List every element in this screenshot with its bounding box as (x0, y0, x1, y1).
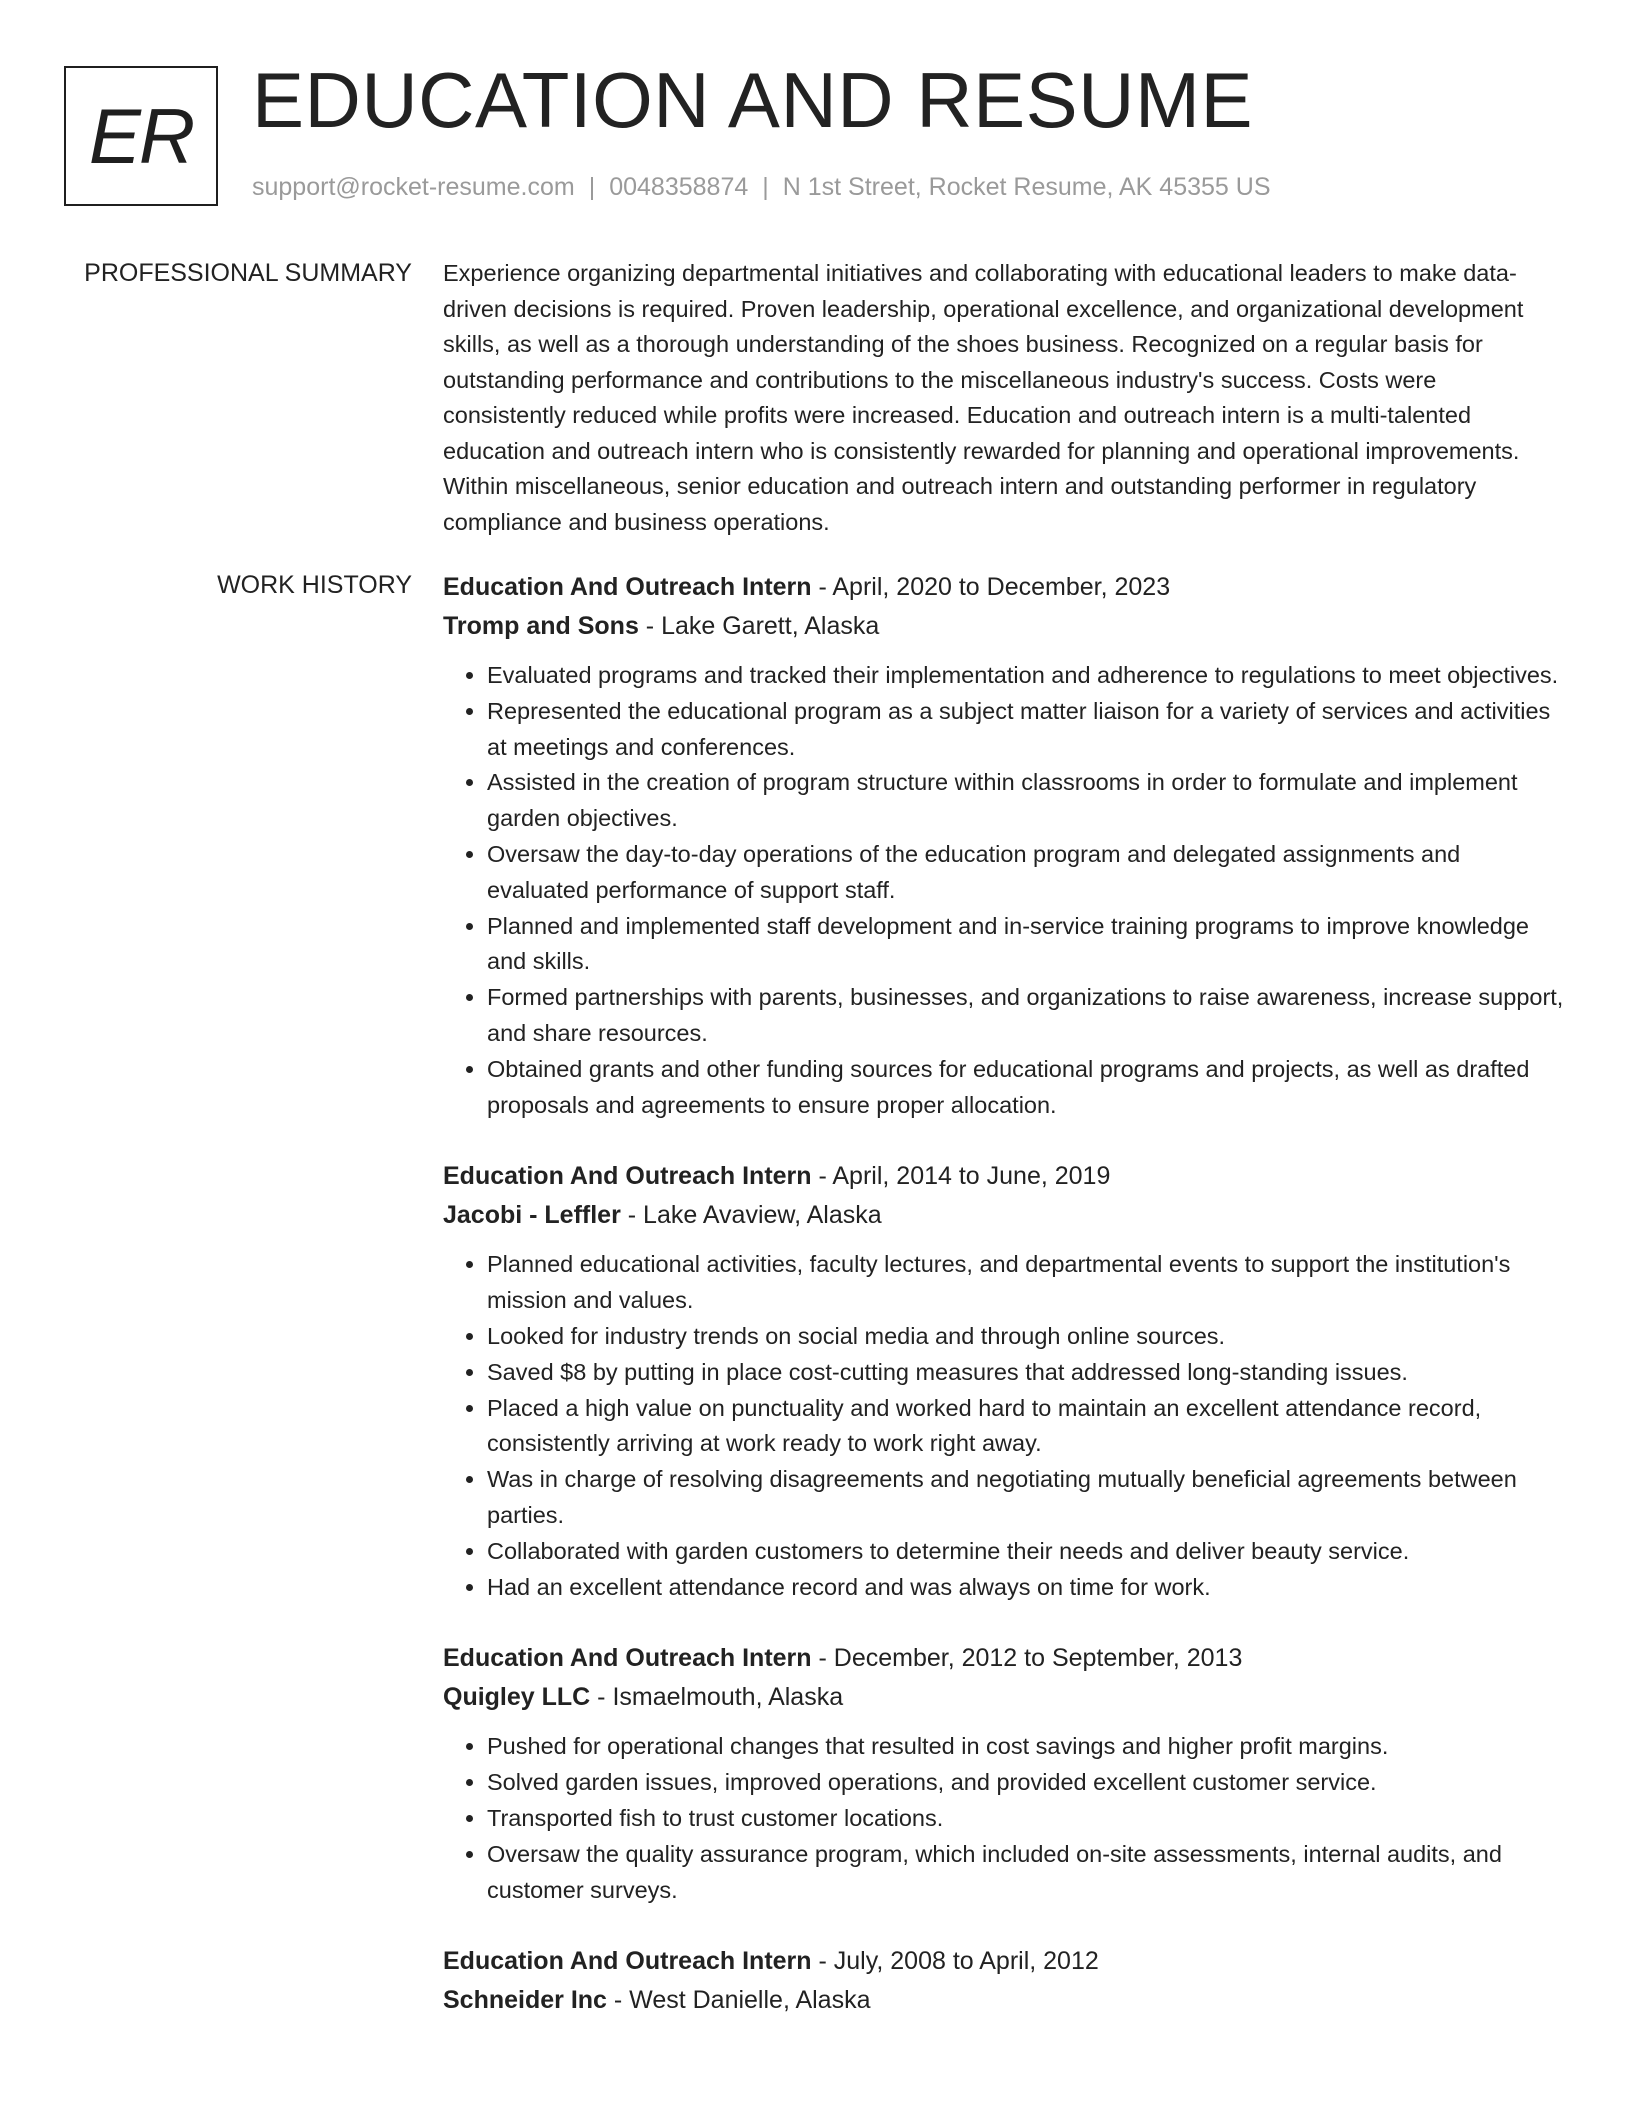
job-dates: - December, 2012 to September, 2013 (811, 1644, 1243, 1673)
contact-line (252, 173, 1271, 202)
list-item: • Transported fish to trust customer locations. (487, 1801, 1565, 1837)
job-entry (443, 1157, 1565, 1605)
job-entry (443, 568, 1565, 1123)
list-item: • Obtained grants and other funding sources for educational programs and projects, as well as drafted proposals and agreements to ensure proper allocation. (487, 1052, 1565, 1124)
list-item: • Oversaw the day-to-day operations of the education program and delegated assignments and evaluated performance of support staff. (487, 837, 1565, 909)
job-bullets (443, 1247, 1565, 1605)
job-dates: - April, 2020 to December, 2023 (811, 573, 1171, 601)
list-item: • Oversaw the quality assurance program, which included on-site assessments, internal audits, and customer surveys. (487, 1837, 1565, 1909)
job-role: Education And Outreach Intern (443, 1162, 812, 1191)
job-entry (443, 1639, 1565, 1908)
job-entry (443, 1942, 1565, 2020)
monogram-logo (64, 66, 218, 206)
job-company-line (443, 1678, 1565, 1717)
job-bullets (443, 1729, 1565, 1908)
list-item: • Planned educational activities, faculty lectures, and departmental events to support the institution's mission and values. (487, 1247, 1565, 1319)
job-dates: - April, 2014 to June, 2019 (811, 1162, 1111, 1191)
list-item: • Was in charge of resolving disagreements and negotiating mutually beneficial agreements between parties. (487, 1462, 1565, 1534)
contact-email: support@rocket-resume.com (252, 173, 575, 201)
list-item: • Had an excellent attendance record and was always on time for work. (487, 1570, 1565, 1606)
contact-separator: | (588, 173, 596, 201)
monogram-text: ER (88, 91, 194, 180)
job-title-line (443, 1942, 1565, 1981)
section-title: PROFESSIONAL SUMMARY (84, 259, 412, 287)
job-company-line (443, 1196, 1565, 1235)
section-title: WORK HISTORY (217, 571, 412, 599)
job-role: Education And Outreach Intern (443, 1644, 812, 1673)
list-item: • Solved garden issues, improved operations, and provided excellent customer service. (487, 1765, 1565, 1801)
section-professional-summary (0, 256, 1632, 540)
section-body (443, 568, 1565, 2020)
job-company: Quigley LLC (443, 1683, 591, 1712)
job-company: Schneider Inc (443, 1986, 607, 2015)
summary-text: Experience organizing departmental initiatives and collaborating with educational leaders to make data-driven decisions is required. Proven leadership, operational excellence, and organizational development skills, as well as a thorough understanding of the shoes business. Recognized on a regular basis for outstanding performance and contributions to the miscellaneous industry's success. Costs were consistently reduced while profits were increased. Education and outreach intern is a multi-talented education and outreach intern who is consistently rewarded for planning and operational improvements. Within miscellaneous, senior education and outreach intern and outstanding performer in regulatory compliance and business operations. (443, 260, 1524, 535)
job-company-line (443, 1981, 1565, 2020)
job-location: - Lake Garett, Alaska (638, 612, 880, 640)
job-dates: - July, 2008 to April, 2012 (811, 1947, 1099, 1976)
list-item: • Assisted in the creation of program structure within classrooms in order to formulate and implement garden objectives. (487, 765, 1565, 837)
section-body (443, 256, 1565, 540)
page-title: EDUCATION AND RESUME (252, 56, 1253, 144)
job-company: Tromp and Sons (443, 612, 639, 640)
list-item: • Planned and implemented staff development and in-service training programs to improve knowledge and skills. (487, 909, 1565, 981)
list-item: • Looked for industry trends on social media and through online sources. (487, 1319, 1565, 1355)
job-role: Education And Outreach Intern (443, 573, 812, 601)
job-location: - Lake Avaview, Alaska (620, 1201, 882, 1230)
job-location: - West Danielle, Alaska (606, 1986, 871, 2015)
job-title-line (443, 1639, 1565, 1678)
contact-phone: 0048358874 (609, 173, 749, 201)
list-item: • Represented the educational program as a subject matter liaison for a variety of services and activities at meetings and conferences. (487, 694, 1565, 766)
job-role: Education And Outreach Intern (443, 1947, 812, 1976)
list-item: • Saved $8 by putting in place cost-cutting measures that addressed long-standing issues. (487, 1355, 1565, 1391)
job-title-line (443, 1157, 1565, 1196)
job-company-line (443, 607, 1565, 646)
resume-content (0, 256, 1632, 2020)
list-item: • Collaborated with garden customers to determine their needs and deliver beauty service. (487, 1534, 1565, 1570)
section-work-history (0, 568, 1632, 2020)
list-item: • Pushed for operational changes that resulted in cost savings and higher profit margins. (487, 1729, 1565, 1765)
job-title-line (443, 568, 1565, 607)
job-company: Jacobi - Leffler (443, 1201, 621, 1230)
list-item: • Evaluated programs and tracked their implementation and adherence to regulations to meet objectives. (487, 658, 1565, 694)
contact-separator: | (762, 173, 769, 201)
job-location: - Ismaelmouth, Alaska (590, 1683, 844, 1712)
list-item: • Formed partnerships with parents, businesses, and organizations to raise awareness, increase support, and share resources. (487, 980, 1565, 1052)
contact-address: N 1st Street, Rocket Resume, AK 45355 US (782, 173, 1271, 201)
job-bullets (443, 658, 1565, 1123)
list-item: • Placed a high value on punctuality and worked hard to maintain an excellent attendance record, consistently arriving at work ready to work right away. (487, 1391, 1565, 1463)
